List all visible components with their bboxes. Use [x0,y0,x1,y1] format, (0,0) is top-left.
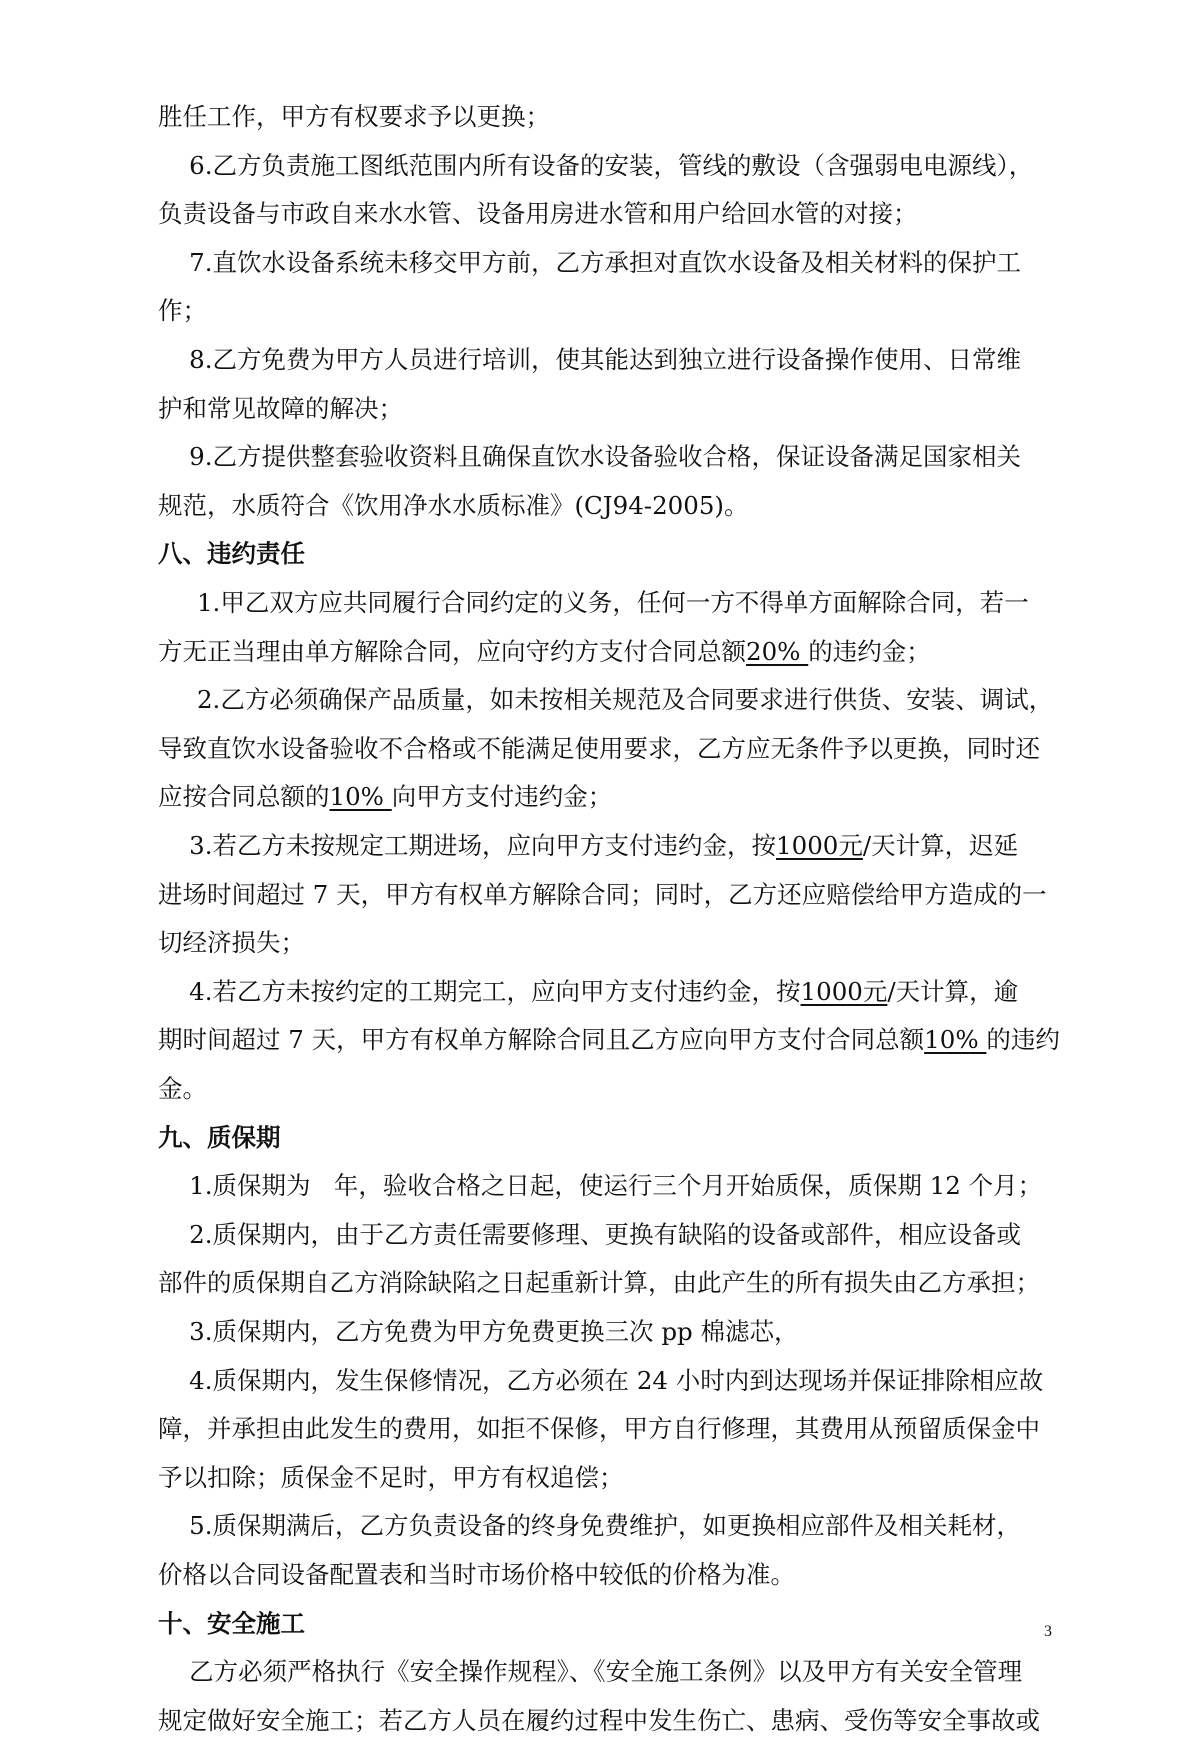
paragraph-line: 乙方必须严格执行《安全操作规程》、《安全施工条例》以及甲方有关安全管理 [158,1657,1023,1686]
underlined-value: 1000元 [776,831,863,860]
paragraph-line: 金。 [158,1074,207,1103]
paragraph-line [158,627,1058,677]
text-run: 期时间超过 7 天，甲方有权单方解除合同且乙方应向甲方支付合同总额 [158,1025,925,1054]
underlined-value: 10% [329,782,392,811]
paragraph-line: 5.质保期满后，乙方负责设备的终身免费维护，如更换相应部件及相关耗材， [158,1511,1022,1540]
paragraph-line: 障，并承担由此发生的费用，如拒不保修，甲方自行修理，其费用从预留质保金中 [158,1414,1040,1443]
text-run: 向甲方支付违约金； [391,782,613,811]
paragraph-line [158,772,1058,822]
paragraph-line: 胜任工作，甲方有权要求予以更换； [158,102,550,131]
paragraph-line: 3.质保期内，乙方免费为甲方免费更换三次 pp 棉滤芯， [158,1317,799,1346]
text-run: 3.若乙方未按规定工期进场，应向甲方支付违约金，按 [158,831,777,860]
underlined-value: 10% [924,1025,987,1054]
text-run: 应按合同总额的 [158,782,330,811]
paragraph-line: 负责设备与市政自来水水管、设备用房进水管和用户给回水管的对接； [158,199,918,228]
paragraph-line: 进场时间超过 7 天，甲方有权单方解除合同；同时，乙方还应赔偿给甲方造成的一 [158,880,1047,909]
paragraph-line: 切经济损失； [158,928,305,957]
paragraph-line: 7.直饮水设备系统未移交甲方前，乙方承担对直饮水设备及相关材料的保护工 [158,248,1022,277]
paragraph-line: 2.乙方必须确保产品质量，如未按相关规范及合同要求进行供货、安装、调试， [158,685,1054,714]
paragraph-line [158,1015,1058,1065]
paragraph-line: 作； [158,296,207,325]
section-heading: 九、质保期 [158,1123,281,1152]
paragraph-line: 护和常见故障的解决； [158,394,403,423]
underlined-value: 1000元 [800,977,888,1006]
paragraph-line [158,578,1058,628]
text-run: /天计算，迟延 [862,831,1019,860]
section-heading: 十、安全施工 [158,1609,305,1638]
paragraph-line: 导致直饮水设备验收不合格或不能满足使用要求，乙方应无条件予以更换，同时还 [158,734,1040,763]
paragraph-line: 规定做好安全施工；若乙方人员在履约过程中发生伤亡、患病、受伤等安全事故或 [158,1706,1040,1735]
text-run: 1.甲乙双方应共同履行合同约定的义务，任何一方不得单方面解除合同，若一 [158,588,1029,617]
page-number: 3 [1044,1623,1052,1640]
paragraph-line: 8.乙方免费为甲方人员进行培训，使其能达到独立进行设备操作使用、日常维 [158,345,1022,374]
underlined-value: 20% [746,637,809,666]
paragraph-line: 6.乙方负责施工图纸范围内所有设备的安装，管线的敷设（含强弱电电源线）， [158,151,1034,180]
text-run: 4.若乙方未按约定的工期完工，应向甲方支付违约金，按 [158,977,801,1006]
paragraph-line [158,821,1058,871]
paragraph-line: 部件的质保期自乙方消除缺陷之日起重新计算，由此产生的所有损失由乙方承担； [158,1268,1040,1297]
paragraph-line: 9.乙方提供整套验收资料且确保直饮水设备验收合格，保证设备满足国家相关 [158,442,1022,471]
section-heading: 八、违约责任 [158,539,305,568]
paragraph-line [158,967,1058,1017]
paragraph-line: 价格以合同设备配置表和当时市场价格中较低的价格为准。 [158,1560,795,1589]
text-run: 的违约 [986,1025,1060,1054]
paragraph-line: 规范，水质符合《饮用净水水质标准》(CJ94-2005)。 [158,491,749,520]
text-run: 的违约金； [808,637,931,666]
paragraph-line: 1.质保期为 年，验收合格之日起，使运行三个月开始质保，质保期 12 个月； [158,1171,1043,1200]
paragraph-line: 2.质保期内，由于乙方责任需要修理、更换有缺陷的设备或部件，相应设备或 [158,1220,1022,1249]
text-run: /天计算，逾 [887,977,1019,1006]
paragraph-line: 4.质保期内，发生保修情况，乙方必须在 24 小时内到达现场并保证排除相应故 [158,1366,1044,1395]
text-run: 方无正当理由单方解除合同，应向守约方支付合同总额 [158,637,746,666]
paragraph-line: 予以扣除；质保金不足时，甲方有权追偿； [158,1463,624,1492]
